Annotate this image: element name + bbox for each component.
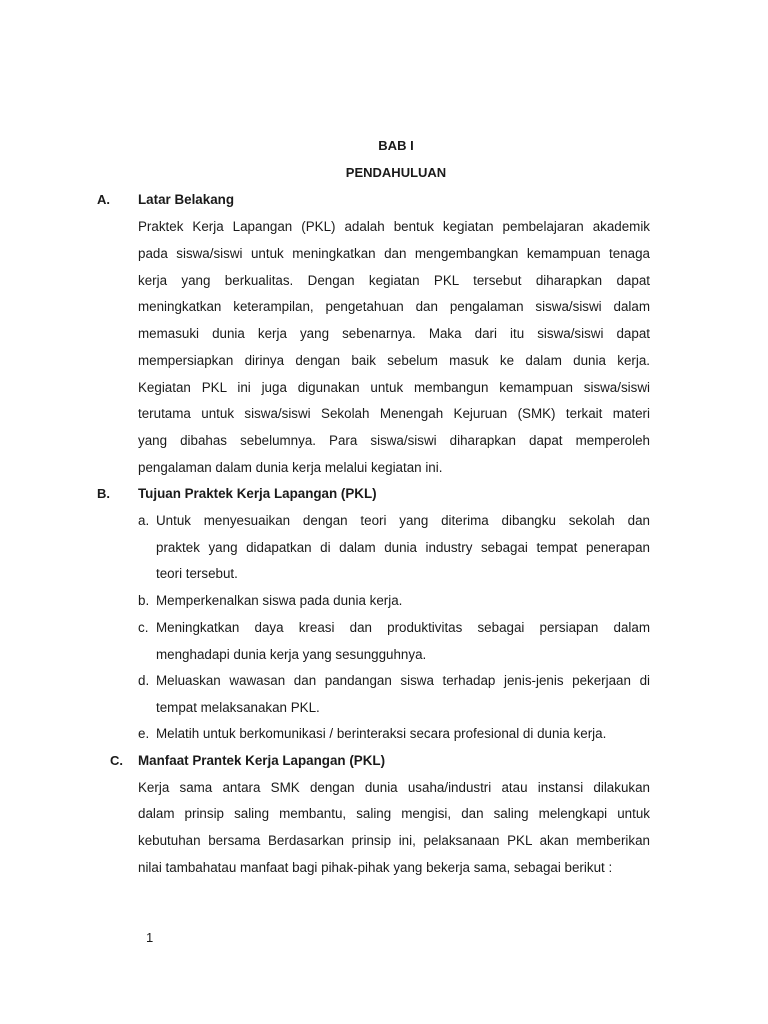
section-a-letter: A. [97, 192, 110, 207]
list-item-line: Untuk menyesuaikan dengan teori yang diterima dibangku sekolah dan [156, 513, 650, 528]
list-item-letter: d. [138, 673, 150, 688]
list-item-line: teori tersebut. [156, 566, 238, 581]
paragraph-line: Kerja sama antara SMK dengan dunia usaha/industri atau instansi dilakukan [138, 780, 650, 795]
paragraph-line: mempersiapkan dirinya dengan baik sebelum masuk ke dalam dunia kerja. [138, 353, 650, 368]
paragraph-line: meningkatkan keterampilan, pengetahuan dan pengalaman siswa/siswi dalam [138, 299, 650, 314]
paragraph-line: Kegiatan PKL ini juga digunakan untuk membangun kemampuan siswa/siswi [138, 380, 650, 395]
list-item-line: tempat melaksanakan PKL. [156, 700, 320, 715]
paragraph-line: nilai tambahatau manfaat bagi pihak-pihak yang bekerja sama, sebagai berikut : [138, 860, 613, 875]
section-c-heading: Manfaat Prantek Kerja Lapangan (PKL) [138, 753, 386, 768]
paragraph-line: dalam prinsip saling membantu, saling mengisi, dan saling melengkapi untuk [138, 806, 650, 821]
paragraph-line: pengalaman dalam dunia kerja melalui kegiatan ini. [138, 460, 443, 475]
list-item-letter: e. [138, 726, 150, 741]
list-item-line: Melatih untuk berkomunikasi / berinteraksi secara profesional di dunia kerja. [156, 726, 607, 741]
paragraph-line: kerja yang berkualitas. Dengan kegiatan PKL tersebut diharapkan dapat [138, 273, 650, 288]
paragraph-line: kebutuhan bersama Berdasarkan prinsip ini, pelaksanaan PKL akan memberikan [138, 833, 650, 848]
section-b-letter: B. [97, 486, 110, 501]
list-item-line: Memperkenalkan siswa pada dunia kerja. [156, 593, 403, 608]
list-item-letter: a. [138, 513, 150, 528]
page-number: 1 [146, 930, 154, 945]
paragraph-line: Praktek Kerja Lapangan (PKL) adalah bentuk kegiatan pembelajaran akademik [138, 219, 650, 234]
paragraph-line: memasuki dunia kerja yang sebenarnya. Maka dari itu siswa/siswi dapat [138, 326, 650, 341]
section-b-heading: Tujuan Praktek Kerja Lapangan (PKL) [138, 486, 377, 501]
paragraph-line: pada siswa/siswi untuk meningkatkan dan mengembangkan kemampuan tenaga [138, 246, 650, 261]
chapter-number: BAB I [378, 138, 414, 153]
chapter-title: PENDAHULUAN [345, 165, 447, 180]
list-item-line: praktek yang didapatkan di dalam dunia industry sebagai tempat penerapan [156, 540, 650, 555]
list-item-line: Meluaskan wawasan dan pandangan siswa terhadap jenis-jenis pekerjaan di [156, 673, 650, 688]
list-item-letter: c. [138, 620, 149, 635]
section-a-heading: Latar Belakang [138, 192, 235, 207]
paragraph-line: terutama untuk siswa/siswi Sekolah Menengah Kejuruan (SMK) terkait materi [138, 406, 650, 421]
section-c-letter: C. [110, 753, 123, 768]
list-item-line: menghadapi dunia kerja yang sesungguhnya. [156, 647, 427, 662]
list-item-line: Meningkatkan daya kreasi dan produktivitas sebagai persiapan dalam [156, 620, 650, 635]
paragraph-line: yang dibahas sebelumnya. Para siswa/siswi diharapkan dapat memperoleh [138, 433, 650, 448]
list-item-letter: b. [138, 593, 150, 608]
